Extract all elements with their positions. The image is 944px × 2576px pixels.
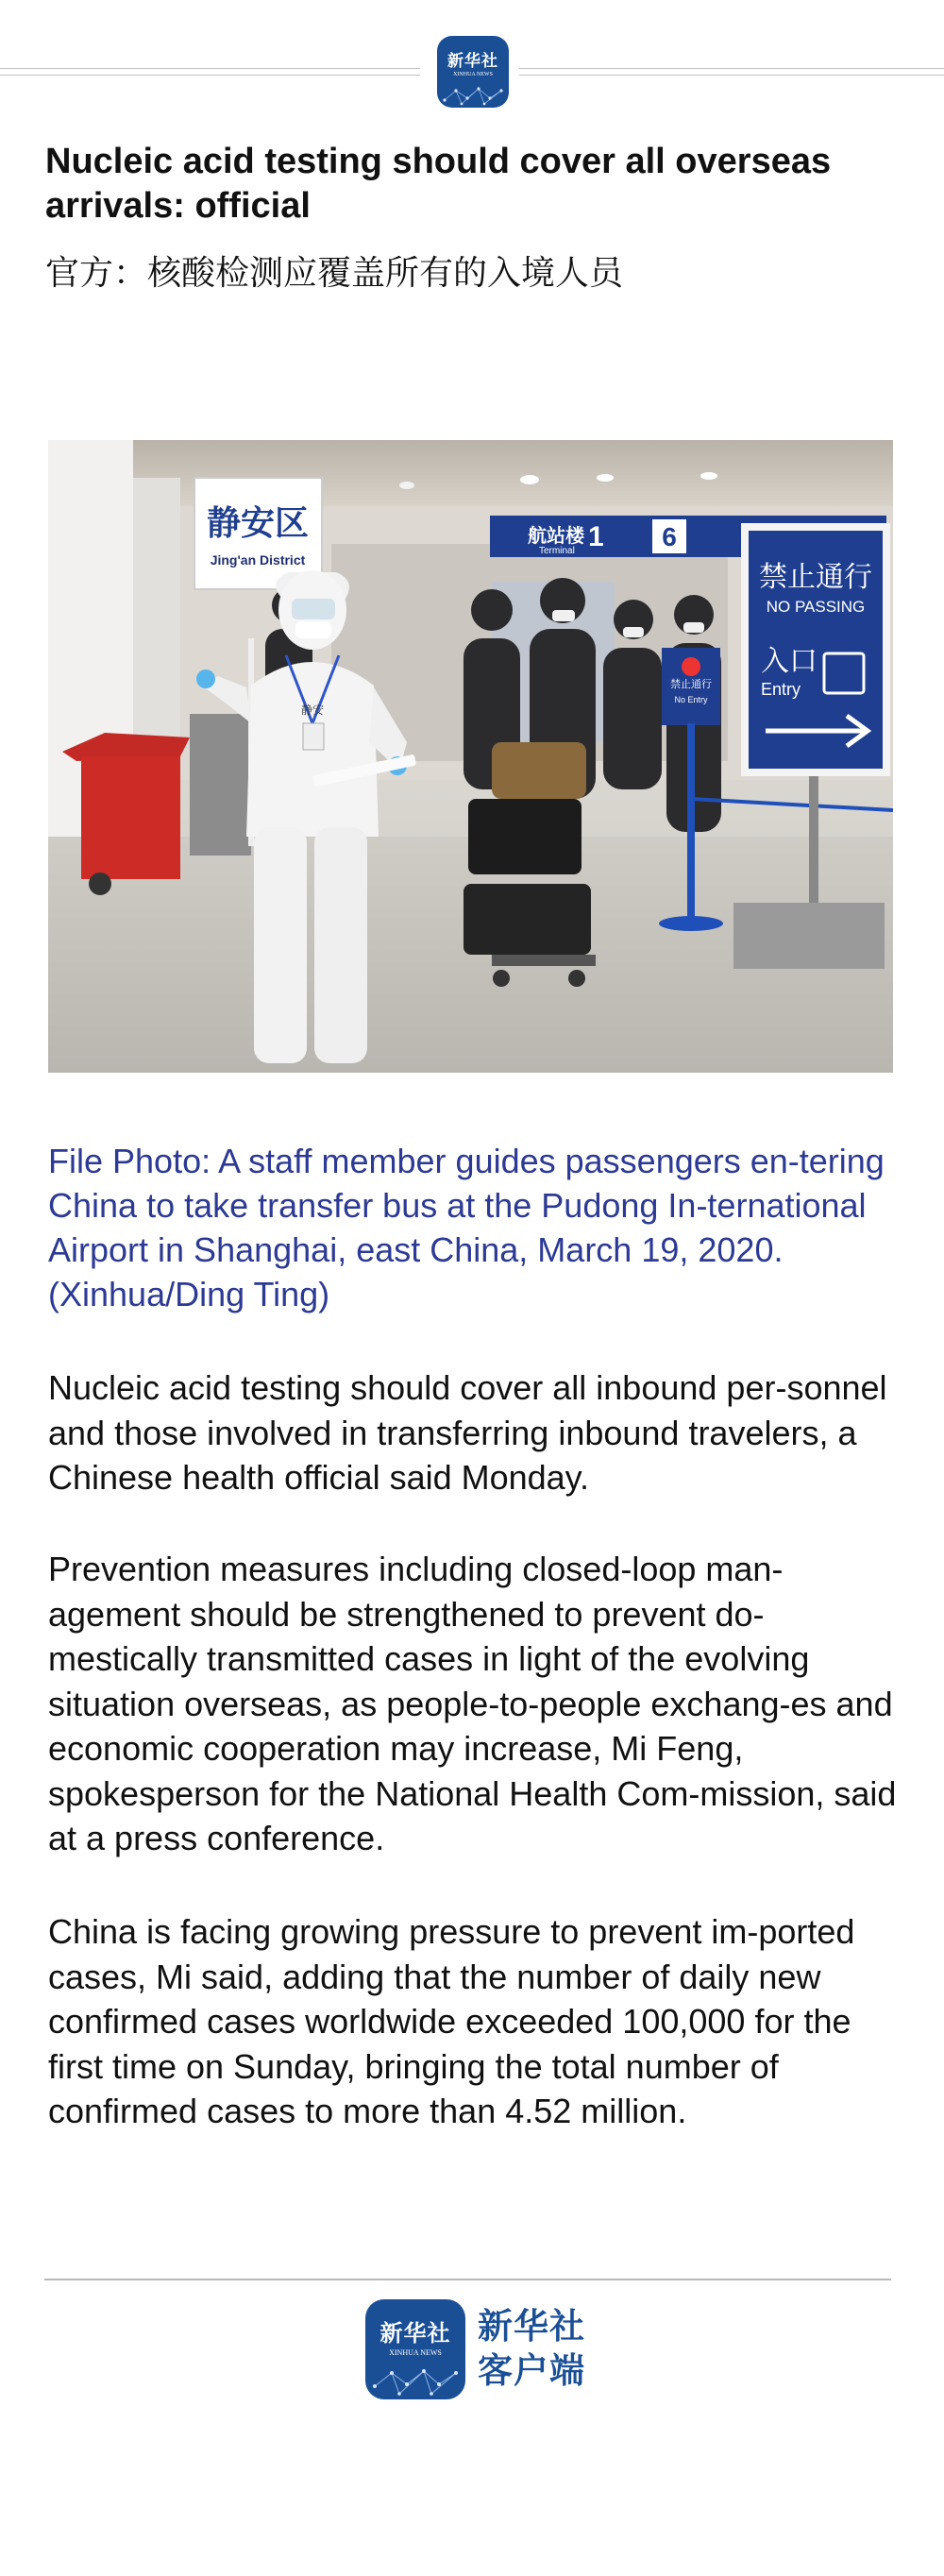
footer-logo-cn-text: 新华社 — [379, 2320, 451, 2347]
district-sign-cn: 静安区 — [206, 504, 310, 543]
footer-brand-line1: 新华社 — [478, 2306, 585, 2347]
staff-badge-cn: 静安 — [300, 703, 325, 717]
logo-cn-text: 新华社 — [447, 52, 498, 71]
network-dots-icon — [437, 79, 509, 108]
article-paragraph-2: Prevention measures including closed-loop man-agement should be strengthened to prevent do-mestically transmitted cases in light of the evolving situation overseas, as people-to-people exchang-es and economic cooperation may increase, Mi Feng, spokesperson for the National Health Com-mission, said at a press conference. — [48, 1550, 897, 1857]
airport-scene-illustration — [48, 440, 893, 1073]
article-title-en: Nucleic acid testing should cover all overseas arrivals: official — [45, 142, 832, 226]
photo-caption: File Photo: A staff member guides passengers en-tering China to take transfer bus at the Pudong In-ternational Airport in Shanghai, east China, March 19, 2020. (Xinhua/Ding Ting) — [48, 1142, 885, 1313]
no-passing-sign-en: NO PASSING — [766, 598, 866, 616]
article-paragraph-3: China is facing growing pressure to prevent im-ported cases, Mi said, adding that the number of daily new confirmed cases worldwide exceeded 100,000 for the first time on Sunday, bringing the total number of confirmed cases to more than 4.52 million. — [48, 1912, 855, 2130]
header-divider-right — [519, 68, 944, 76]
terminal-sign-cn: 航站楼 — [528, 524, 584, 547]
footer-network-dots-icon — [365, 2358, 465, 2399]
district-sign-en: Jing'an District — [210, 552, 306, 568]
article-paragraph-1: Nucleic acid testing should cover all inbound per-sonnel and those involved in transferring inbound travelers, a Chinese health official said Monday. — [48, 1368, 887, 1497]
header-divider-left — [0, 68, 420, 76]
article-photo — [48, 440, 893, 1073]
footer-divider — [44, 2279, 891, 2280]
terminal-sign-en: Terminal — [539, 546, 575, 556]
footer-brand-line2: 客户端 — [478, 2350, 585, 2391]
logo-en-text: XINHUA NEWS — [453, 72, 493, 77]
no-entry-sign-en: No Entry — [674, 695, 708, 704]
article-title-cn: 官方：核酸检测应覆盖所有的入境人员 — [45, 254, 624, 293]
xinhua-client-logo[interactable] — [365, 2299, 465, 2399]
terminal-sign-num: 1 — [588, 521, 604, 552]
entry-sign-cn: 入口 — [761, 645, 818, 678]
no-passing-sign-cn: 禁止通行 — [759, 561, 872, 594]
entry-sign-en: Entry — [761, 680, 801, 699]
footer-logo-en-text: XINHUA NEWS — [389, 2348, 442, 2357]
no-entry-sign-cn: 禁止通行 — [670, 678, 712, 690]
footer-brand-text[interactable] — [478, 2304, 600, 2393]
gate-number: 6 — [662, 522, 677, 551]
xinhua-logo[interactable] — [437, 36, 509, 108]
